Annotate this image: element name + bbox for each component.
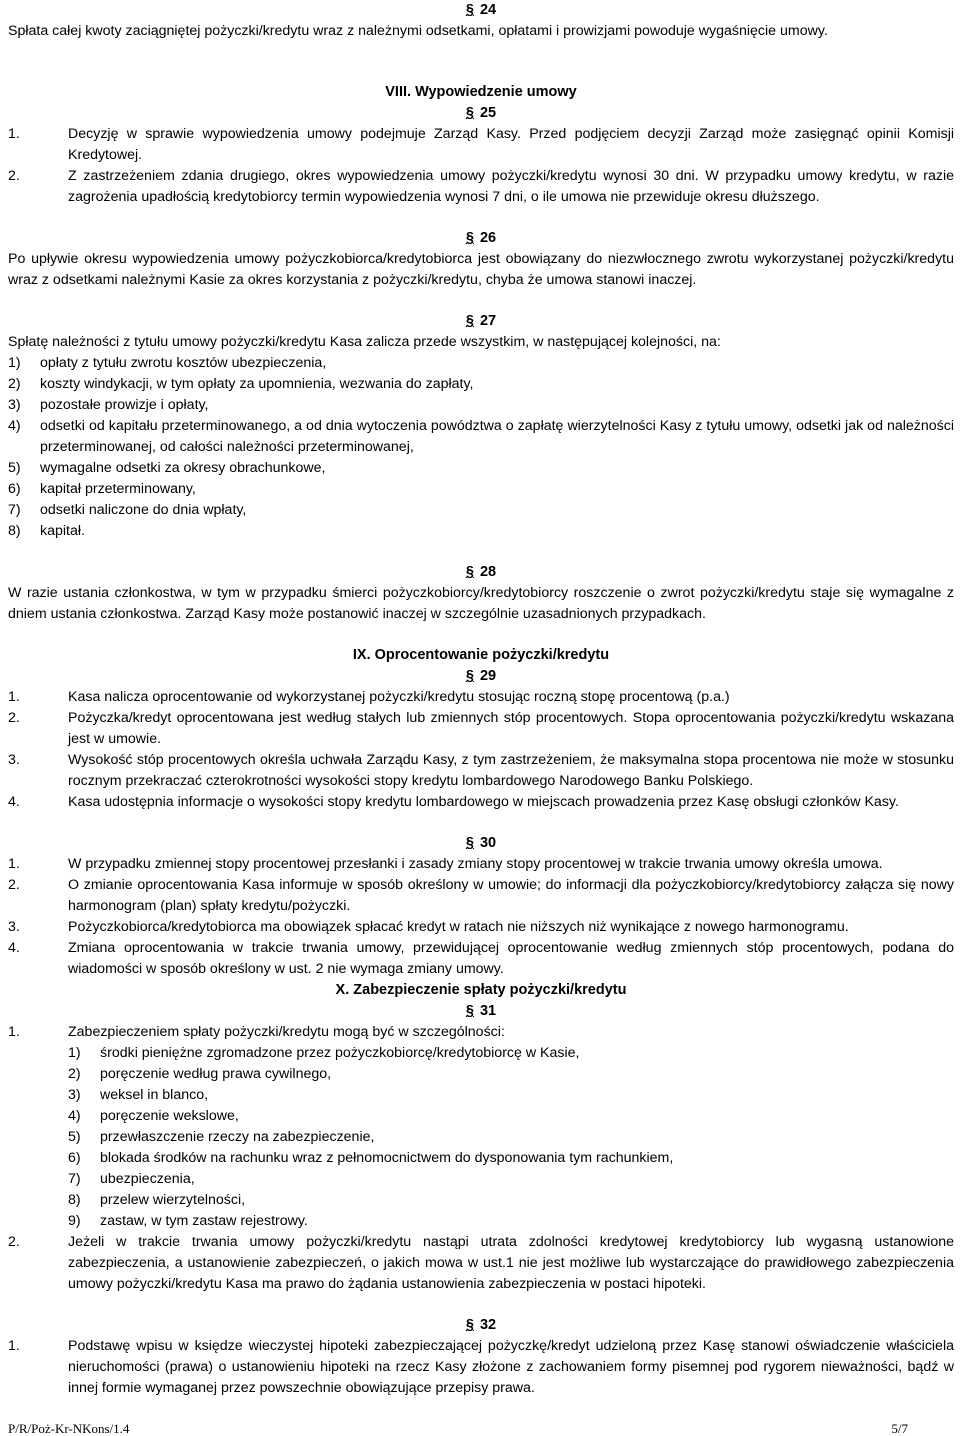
section-28-heading: § 28 bbox=[465, 564, 497, 580]
chapter-10-title: X. Zabezpieczenie spłaty pożyczki/kredytu bbox=[335, 982, 627, 998]
section-27-list bbox=[8, 353, 954, 542]
list-item: 3. Wysokość stóp procentowych określa uchwała Zarządu Kasy, z tym zastrzeżeniem, że maksymalna stopa procentowa nie może w stosunku rocznym przekraczać czterokrotności wysokości stopy kredytu lombardowego Narodowego Banku Polskiego. bbox=[8, 752, 954, 789]
list-item: 8) kapitał. bbox=[8, 523, 85, 539]
list-item: 4) poręczenie wekslowe, bbox=[68, 1108, 239, 1124]
section-24-heading: § 24 bbox=[465, 2, 497, 18]
list-item: 2. Jeżeli w trakcie trwania umowy pożyczki/kredytu nastąpi utrata zdolności kredytowej kredytobiorcy lub wygasną ustanowione zabezpieczenia, a ustanowienie zabezpieczeń, o jakich mowa w ust.1 nie jest możliwe lub wystarczające do prawidłowego zabezpieczenia umowy pożyczki/kredytu Kasa ma prawo do żądania ustanowienia zabezpieczenia w postaci hipoteki. bbox=[8, 1234, 954, 1292]
section-27-intro: Spłatę należności z tytułu umowy pożyczki/kredytu Kasa zalicza przede wszystkim, w następującej kolejności, na: bbox=[8, 334, 721, 350]
list-item: 2) poręczenie według prawa cywilnego, bbox=[68, 1066, 332, 1082]
list-item: 1) opłaty z tytułu zwrotu kosztów ubezpieczenia, bbox=[8, 355, 327, 371]
list-item: 1. Decyzję w sprawie wypowiedzenia umowy podejmuje Zarząd Kasy. Przed podjęciem decyzji Zarząd może zasięgnąć opinii Komisji Kredytowej. bbox=[8, 126, 954, 163]
list-item: 5) wymagalne odsetki za okresy obrachunkowe, bbox=[8, 460, 326, 476]
list-item: 1) środki pieniężne zgromadzone przez pożyczkobiorcę/kredytobiorcę w Kasie, bbox=[68, 1045, 580, 1061]
list-item: 7) odsetki naliczone do dnia wpłaty, bbox=[8, 502, 247, 518]
list-item: 1. Podstawę wpisu w księdze wieczystej hipoteki zabezpieczającej pożyczkę/kredyt udzieloną przez Kasę stanowi oświadczenie właściciela nieruchomości (prawa) o ustanowieniu hipoteki na rzecz Kasy złożone z zachowaniem formy pisemnej pod rygorem nieważności, bądź w innej formie wymaganej przez powszechnie obowiązujące przepisy prawa. bbox=[8, 1338, 954, 1396]
section-30-heading: § 30 bbox=[465, 835, 497, 851]
section-32-heading: § 32 bbox=[465, 1317, 497, 1333]
list-item: 1. W przypadku zmiennej stopy procentowej przesłanki i zasady zmiany stopy procentowej w trakcie trwania umowy określa umowa. bbox=[8, 856, 883, 872]
section-24-text: Spłata całej kwoty zaciągniętej pożyczki/kredytu wraz z należnymi odsetkami, opłatami i prowizjami powoduje wygaśnięcie umowy. bbox=[8, 23, 828, 39]
section-27-heading: § 27 bbox=[465, 313, 497, 329]
section-25-list bbox=[8, 124, 954, 208]
list-item: 9) zastaw, w tym zastaw rejestrowy. bbox=[68, 1213, 308, 1229]
list-item: 2. Z zastrzeżeniem zdania drugiego, okres wypowiedzenia umowy pożyczki/kredytu wynosi 30 dni. W przypadku umowy kredytu, w razie zagrożenia upadłością kredytobiorcy termin wypowiedzenia wynosi 7 dni, o ile umowa nie przewiduje okresu dłuższego. bbox=[8, 168, 954, 205]
chapter-8-title: VIII. Wypowiedzenie umowy bbox=[385, 84, 577, 100]
document-code: P/R/Poż-Kr-NKons/1.4 bbox=[8, 1421, 130, 1436]
section-29-heading: § 29 bbox=[465, 668, 497, 684]
section-26-heading: § 26 bbox=[465, 230, 497, 246]
section-31-list bbox=[8, 1022, 954, 1295]
list-item: 1. Kasa nalicza oprocentowanie od wykorzystanej pożyczki/kredytu stosując roczną stopę procentową (p.a.) bbox=[8, 689, 730, 705]
list-item: 2. Pożyczka/kredyt oprocentowana jest według stałych lub zmiennych stóp procentowych. Stopa oprocentowania pożyczki/kredytu wskazana jest w umowie. bbox=[8, 710, 954, 747]
list-item: 6) kapitał przeterminowany, bbox=[8, 481, 196, 497]
list-item: 5) przewłaszczenie rzeczy na zabezpieczenie, bbox=[68, 1129, 375, 1145]
section-30-list bbox=[8, 854, 954, 980]
list-item: 2. O zmianie oprocentowania Kasa informuje w sposób określony w umowie; do informacji dla pożyczkobiorcy/kredytobiorcy załącza się nowy harmonogram (plan) spłaty kredytu/pożyczki. bbox=[8, 877, 954, 914]
list-item: 4) odsetki od kapitału przeterminowanego, a od dnia wytoczenia powództwa o zapłatę wierzytelności Kasy z tytułu umowy, odsetki jak od należności przeterminowanej, od całości należności przeterminowanej, bbox=[8, 418, 954, 455]
list-item: 8) przelew wierzytelności, bbox=[68, 1192, 246, 1208]
section-29-list bbox=[8, 687, 954, 813]
page-number: 5/7 bbox=[891, 1421, 908, 1436]
list-item: 4. Zmiana oprocentowania w trakcie trwania umowy, przewidującej oprocentowanie według zmiennych stóp procentowych, podana do wiadomości w sposób określony w ust. 2 nie wymaga zmiany umowy. bbox=[8, 940, 954, 977]
section-31-heading: § 31 bbox=[465, 1003, 497, 1019]
list-item: 3) weksel in blanco, bbox=[68, 1087, 209, 1103]
chapter-9-title: IX. Oprocentowanie pożyczki/kredytu bbox=[352, 647, 610, 663]
section-26-text: Po upływie okresu wypowiedzenia umowy pożyczkobiorca/kredytobiorca jest obowiązany do niezwłocznego zwrotu wykorzystanej pożyczki/kredytu wraz z odsetkami należnymi Kasie za okres korzystania z pożyczki/kredytu, chyba że umowa stanowi inaczej. bbox=[8, 251, 954, 288]
section-31-sublist bbox=[68, 1043, 954, 1232]
list-item: 3) pozostałe prowizje i opłaty, bbox=[8, 397, 209, 413]
list-item: 3. Pożyczkobiorca/kredytobiorca ma obowiązek spłacać kredyt w ratach nie niższych niż wynikające z nowego harmonogramu. bbox=[8, 919, 849, 935]
list-item: 4. Kasa udostępnia informacje o wysokości stopy kredytu lombardowego w miejscach prowadzenia przez Kasę obsługi członków Kasy. bbox=[8, 794, 899, 810]
section-28-text: W razie ustania członkostwa, w tym w przypadku śmierci pożyczkobiorcy/kredytobiorcy roszczenie o zwrot pożyczki/kredytu staje się wymagalne z dniem ustania członkostwa. Zarząd Kasy może postanowić inaczej w szczególnie uzasadnionych przypadkach. bbox=[8, 585, 954, 622]
list-item: 7) ubezpieczenia, bbox=[68, 1171, 195, 1187]
list-item: 2) koszty windykacji, w tym opłaty za upomnienia, wezwania do zapłaty, bbox=[8, 376, 474, 392]
list-item: 6) blokada środków na rachunku wraz z pełnomocnictwem do dysponowania tym rachunkiem, bbox=[68, 1150, 674, 1166]
section-25-heading: § 25 bbox=[465, 105, 497, 121]
list-item: 1. Zabezpieczeniem spłaty pożyczki/kredytu mogą być w szczególności: 1) środki pieniężne zgromadzone przez pożyczkobiorcę/kredytobiorcę w Kasie, 2) poręczenie według prawa cywilnego, 3) weksel in blanco, 4) poręczenie wekslowe, 5) przewłaszczenie rzeczy na zabezpieczenie, 6) blokada środków na rachunku wraz z pełnomocnictwem do dysponowania tym rachunkiem, 7) ubezpieczenia, 8) przelew wierzytelności, 9) zastaw, w tym zastaw rejestrowy. bbox=[8, 1022, 954, 1232]
section-32-list bbox=[8, 1336, 954, 1399]
